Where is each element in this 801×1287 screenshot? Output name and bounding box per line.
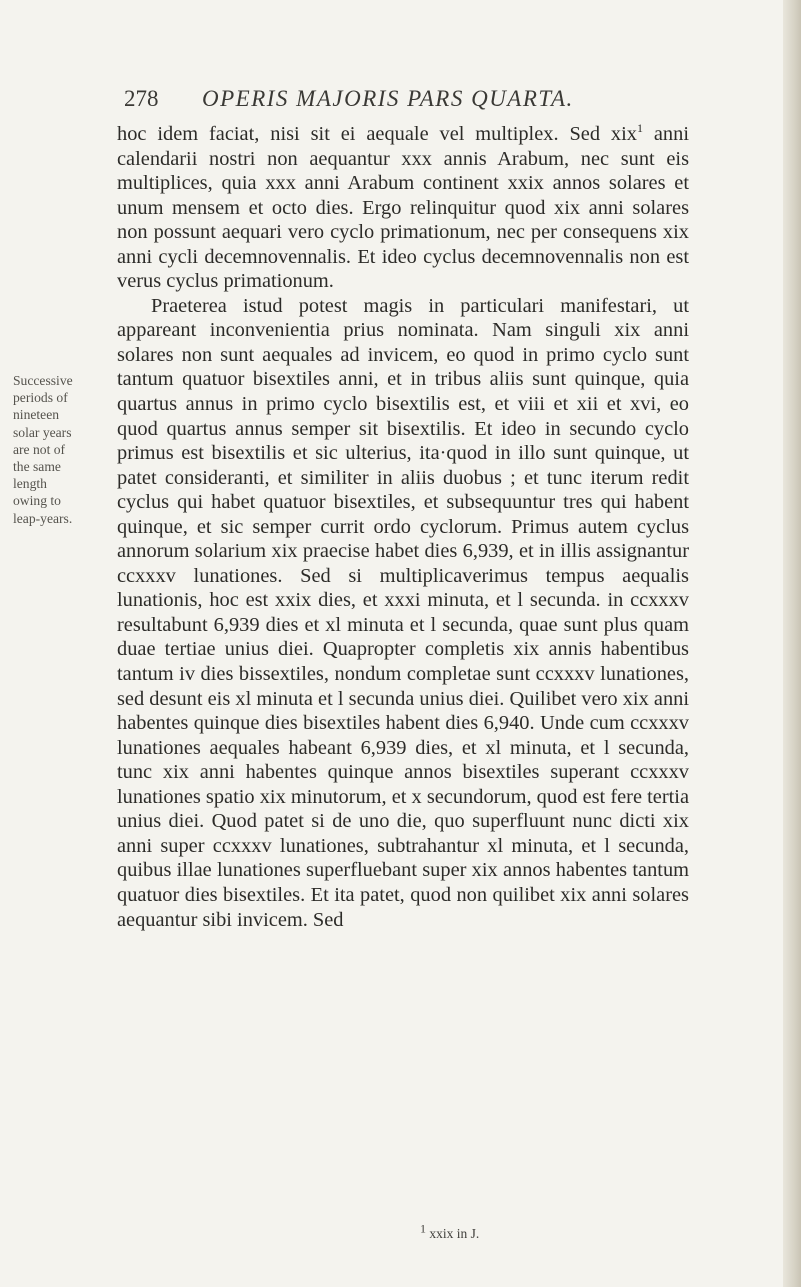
footnote-marker: 1: [420, 1221, 426, 1236]
page-number: 278: [124, 86, 159, 111]
body-text: [117, 122, 689, 932]
margin-note-line: length: [13, 476, 47, 492]
paragraph-2: Praeterea istud potest magis in particulari manifestari, ut appareant inconvenientia prius nominata. Nam singuli xix anni solares non sunt aequales ad invicem, eo quod in primo cyclo sunt tantum quatuor bisextiles anni, et in tribus aliis sunt quinque, quia quartus annus in primo cyclo bisextilis est, et viii et xii et xvi, eo quod quartus annus semper sit bisextilis. Et ideo in secundo cyclo primus est bisextilis et sic ulterius, ita·quod in illo sunt quinque, ut patet consideranti, et similiter in aliis duobus ; et tunc iterum redit cyclus qui habet quatuor bisextiles, et subsequuntur tres qui habent quinque, et sic semper currit ordo cyclorum. Primus autem cyclus annorum solarium xix praecise habet dies 6,939, et in illis assignantur ccxxxv lunationes. Sed si multiplicaverimus tempus aequalis lunationis, hoc est xxix dies, et xxxi minuta, et l secunda. in ccxxxv resultabunt 6,939 dies et xl minuta et l secunda, quae sunt plus quam duae tertiae unius diei. Quapropter completis xix annis habentibus tantum iv dies bissextiles, nondum completae sunt ccxxxv lunationes, sed desunt eis xl minuta et l secunda unius diei. Quilibet vero xix anni habentes quinque dies bisextiles habent dies 6,940. Unde cum ccxxxv lunationes aequales habeant 6,939 dies, et xl minuta, et l secunda, tunc xix anni habentes quinque annos bisextiles superant ccxxxv lunationes spatio xix minutorum, et x secundorum, quod est fere tertia unius diei. Quod patet si de uno die, quo superfluunt nunc dicti xix anni super ccxxxv lunationes, subtrahantur xl minuta, et l secunda, quibus illae lunationes superfluebant super xix annos habentes tantum quatuor dies bisextiles. Et ita patet, quod non quilibet xix anni solares aequantur sibi invicem. Sed: [117, 294, 689, 931]
footnote-text: xxix in J.: [429, 1226, 480, 1241]
margin-note-line: owing to: [13, 493, 61, 509]
page-edge-shadow: [783, 0, 801, 1287]
margin-note-line: nineteen: [13, 407, 60, 423]
margin-note-line: periods of: [13, 390, 68, 406]
footnote: [420, 1221, 480, 1242]
paragraph-1-rest: anni calendarii nostri non aequantur xxx annis Arabum, nec sunt eis multiplices, quia xxx anni Arabum continent xxix annos solares et unum mensem et octo dies. Ergo relinquitur quod xix anni solares non possunt aequari vero cyclo primationum, nec per consequens xix anni cycli decemnovennalis. Et ideo cyclus decemnovennalis non est verus cyclus primationum.: [117, 123, 689, 293]
margin-note-line: solar years: [13, 424, 72, 440]
margin-note-line: Successive: [13, 373, 73, 388]
margin-note: [13, 372, 97, 527]
running-title: OPERIS MAJORIS PARS QUARTA.: [202, 86, 574, 111]
margin-note-line: leap-years.: [13, 510, 73, 526]
margin-note-line: are not of: [13, 441, 66, 457]
margin-note-line: the same: [13, 459, 61, 475]
footnote-reference: 1: [636, 121, 643, 136]
paragraph-1: [117, 122, 689, 294]
paragraph-1-start: hoc idem faciat, nisi sit ei aequale vel multiplex. Sed xix: [117, 123, 637, 145]
running-header: [118, 86, 638, 120]
